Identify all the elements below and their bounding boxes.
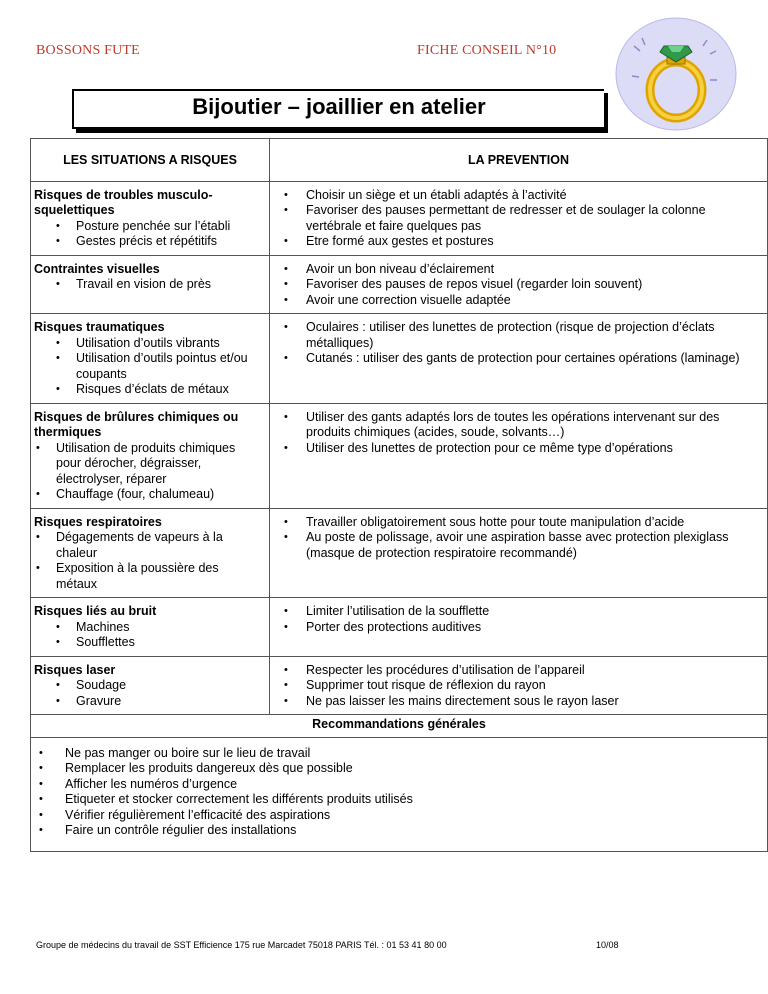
table-row bbox=[31, 656, 768, 715]
list-item: • Ne pas laisser les mains directement sous le rayon laser bbox=[278, 694, 759, 710]
list-item: • Favoriser des pauses permettant de redresser et de soulager la colonne vertébrale et faire quelques pas bbox=[278, 203, 759, 234]
prevention-cell bbox=[270, 508, 768, 598]
list-item: • Risques d’éclats de métaux bbox=[52, 382, 261, 398]
list-item: • Exposition à la poussière des métaux bbox=[34, 561, 261, 592]
general-title: Recommandations générales bbox=[31, 715, 768, 738]
prevention-cell bbox=[270, 314, 768, 404]
prevention-cell bbox=[270, 181, 768, 255]
list-item: • Respecter les procédures d’utilisation de l’appareil bbox=[278, 663, 759, 679]
list-item: • Travailler obligatoirement sous hotte pour toute manipulation d’acide bbox=[278, 515, 759, 531]
table-header-row bbox=[31, 139, 768, 182]
risk-table bbox=[30, 138, 768, 852]
list-item: • Afficher les numéros d’urgence bbox=[35, 777, 763, 793]
list-item: • Posture penchée sur l’établi bbox=[52, 219, 261, 235]
ring-icon bbox=[612, 16, 740, 134]
list-item: • Remplacer les produits dangereux dès que possible bbox=[35, 761, 763, 777]
table-row bbox=[31, 508, 768, 598]
prevention-cell bbox=[270, 255, 768, 314]
general-row bbox=[31, 737, 768, 851]
col-header-prevention: LA PREVENTION bbox=[270, 139, 768, 182]
risk-cell bbox=[31, 403, 270, 508]
list-item: • Au poste de polissage, avoir une aspiration basse avec protection plexiglass (masque de protection respiratoire recommandé) bbox=[278, 530, 759, 561]
prevention-cell bbox=[270, 656, 768, 715]
risk-title: Contraintes visuelles bbox=[34, 261, 160, 276]
risk-title: Risques de brûlures chimiques ou thermiques bbox=[34, 409, 239, 439]
list-item: • Utiliser des lunettes de protection pour ce même type d’opérations bbox=[278, 441, 759, 457]
list-item: • Soudage bbox=[52, 678, 261, 694]
table-row bbox=[31, 181, 768, 255]
table-row bbox=[31, 598, 768, 657]
page-title: Bijoutier – joaillier en atelier bbox=[192, 94, 486, 119]
table-row bbox=[31, 255, 768, 314]
list-item: • Ne pas manger ou boire sur le lieu de travail bbox=[35, 746, 763, 762]
list-item: • Limiter l’utilisation de la soufflette bbox=[278, 604, 759, 620]
risk-cell bbox=[31, 255, 270, 314]
list-item: • Utilisation d’outils vibrants bbox=[52, 336, 261, 352]
title-box bbox=[72, 89, 604, 129]
prevention-cell bbox=[270, 598, 768, 657]
list-item: • Avoir un bon niveau d’éclairement bbox=[278, 262, 759, 278]
list-item: • Utilisation d’outils pointus et/ou coupants bbox=[52, 351, 261, 382]
list-item: • Favoriser des pauses de repos visuel (regarder loin souvent) bbox=[278, 277, 759, 293]
table-row bbox=[31, 314, 768, 404]
header-right: FICHE CONSEIL N°10 bbox=[417, 43, 557, 58]
list-item: • Travail en vision de près bbox=[52, 277, 261, 293]
general-cell bbox=[31, 737, 768, 851]
list-item: • Utilisation de produits chimiques pour dérocher, dégraisser, électrolyser, réparer bbox=[34, 441, 261, 488]
list-item: • Chauffage (four, chalumeau) bbox=[34, 487, 261, 503]
list-item: • Avoir une correction visuelle adaptée bbox=[278, 293, 759, 309]
list-item: • Utiliser des gants adaptés lors de toutes les opérations intervenant sur des produits chimiques (acides, soude, solvants…) bbox=[278, 410, 759, 441]
list-item: • Choisir un siège et un établi adaptés à l’activité bbox=[278, 188, 759, 204]
header-left: BOSSONS FUTE bbox=[36, 43, 140, 58]
risk-cell bbox=[31, 508, 270, 598]
list-item: • Porter des protections auditives bbox=[278, 620, 759, 636]
list-item: • Etiqueter et stocker correctement les différents produits utilisés bbox=[35, 792, 763, 808]
list-item: • Gestes précis et répétitifs bbox=[52, 234, 261, 250]
risk-title: Risques liés au bruit bbox=[34, 604, 157, 618]
list-item: • Dégagements de vapeurs à la chaleur bbox=[34, 530, 261, 561]
general-header-row bbox=[31, 715, 768, 738]
list-item: • Etre formé aux gestes et postures bbox=[278, 234, 759, 250]
col-header-risks: LES SITUATIONS A RISQUES bbox=[31, 139, 270, 182]
risk-title: Risques de troubles musculo-squelettiques bbox=[34, 187, 213, 217]
risk-cell bbox=[31, 314, 270, 404]
list-item: • Gravure bbox=[52, 694, 261, 710]
risk-cell bbox=[31, 598, 270, 657]
risk-title: Risques laser bbox=[34, 662, 116, 677]
risk-title: Risques traumatiques bbox=[34, 320, 165, 334]
risk-cell bbox=[31, 656, 270, 715]
list-item: • Faire un contrôle régulier des installations bbox=[35, 823, 763, 839]
footer-text: Groupe de médecins du travail de SST Efficience 175 rue Marcadet 75018 PARIS Tél. : 01 53 41 80 00 bbox=[36, 940, 447, 950]
list-item: • Machines bbox=[52, 620, 261, 636]
list-item: • Soufflettes bbox=[52, 635, 261, 651]
risk-cell bbox=[31, 181, 270, 255]
list-item: • Cutanés : utiliser des gants de protection pour certaines opérations (laminage) bbox=[278, 351, 759, 367]
list-item: • Supprimer tout risque de réflexion du rayon bbox=[278, 678, 759, 694]
footer-date: 10/08 bbox=[596, 940, 619, 950]
table-row bbox=[31, 403, 768, 508]
prevention-cell bbox=[270, 403, 768, 508]
list-item: • Oculaires : utiliser des lunettes de protection (risque de projection d’éclats métalliques) bbox=[278, 320, 759, 351]
list-item: • Vérifier régulièrement l’efficacité des aspirations bbox=[35, 808, 763, 824]
risk-title: Risques respiratoires bbox=[34, 514, 162, 529]
